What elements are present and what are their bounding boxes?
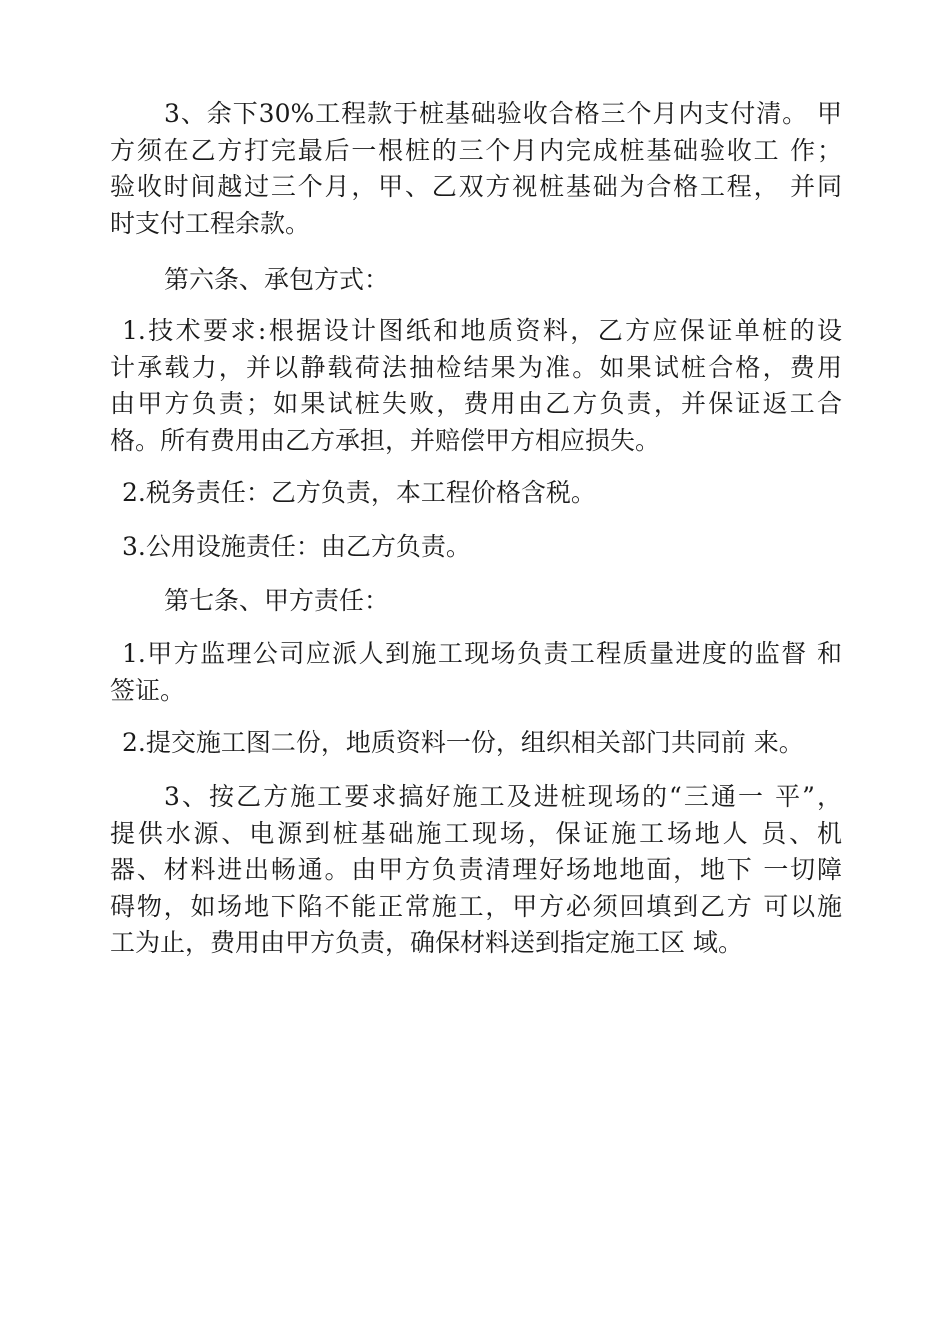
- paragraph-clause-6-item-2: [110, 475, 842, 512]
- heading-text: 第六条、承包方式：: [164, 265, 390, 294]
- paragraph-clause-7-item-1: [110, 636, 842, 709]
- heading-clause-6: [110, 262, 842, 299]
- text-line: 碍物，如场地下陷不能正常施工，甲方必须回填到乙方 可以施: [110, 891, 842, 921]
- text-line: 3、余下30%工程款于桩基础验收合格三个月内支付清。 甲: [164, 99, 842, 128]
- text-line: 计承载力，并以静载荷法抽检结果为准。如果试桩合格，费用: [110, 352, 842, 382]
- text-line: 方须在乙方打完最后一根桩的三个月内完成桩基础验收工 作；: [110, 135, 842, 165]
- text-line: 3、按乙方施工要求搞好施工及进桩现场的“三通一 平”，: [164, 782, 842, 811]
- text-line: 提供水源、电源到桩基础施工现场，保证施工场地人 员、机: [110, 818, 842, 848]
- paragraph-clause-5-item-3: [110, 96, 842, 242]
- paragraph-clause-7-item-3: [110, 779, 842, 962]
- text-line: 器、材料进出畅通。由甲方负责清理好场地地面，地下 一切障: [110, 855, 842, 884]
- text-line: 工为止，费用由甲方负责，确保材料送到指定施工区 域。: [110, 928, 743, 957]
- text-line: 时支付工程余款。: [110, 208, 311, 238]
- text-line: 由甲方负责；如果试桩失败，费用由乙方负责，并保证返工合: [110, 389, 842, 418]
- text-line: 3.公用设施责任：由乙方负责。: [122, 532, 471, 561]
- heading-text: 第七条、甲方责任：: [164, 586, 390, 615]
- text-line: 2.提交施工图二份，地质资料一份，组织相关部门共同前 来。: [122, 728, 804, 757]
- text-line: 验收时间越过三个月，甲、乙双方视桩基础为合格工程， 并同: [110, 172, 842, 201]
- text-line: 2.税务责任：乙方负责，本工程价格含税。: [122, 478, 596, 507]
- text-line: 格。所有费用由乙方承担，并赔偿甲方相应损失。: [110, 425, 661, 455]
- paragraph-clause-6-item-1: [110, 313, 842, 459]
- text-line: 1.甲方监理公司应派人到施工现场负责工程质量进度的监督 和: [122, 639, 842, 668]
- text-line: 签证。: [110, 675, 186, 705]
- paragraph-clause-7-item-2: [110, 725, 842, 762]
- heading-clause-7: [110, 583, 842, 620]
- text-line: 1.技术要求:根据设计图纸和地质资料，乙方应保证单桩的设: [122, 316, 842, 345]
- paragraph-clause-6-item-3: [110, 529, 842, 566]
